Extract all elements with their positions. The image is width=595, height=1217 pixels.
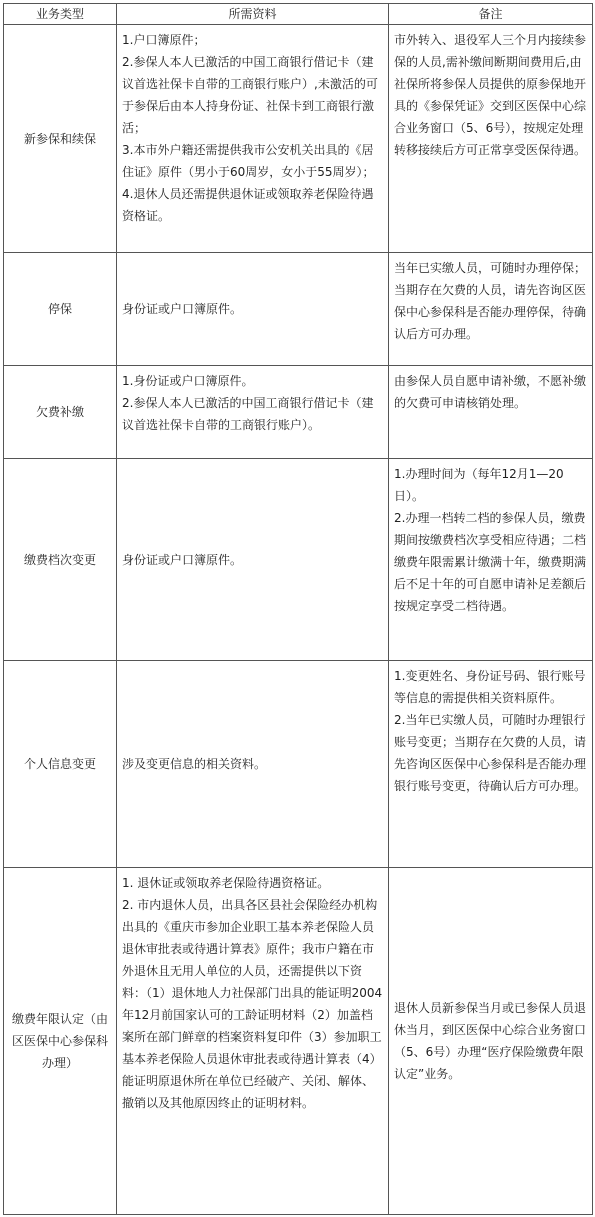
- note-item: 当年已实缴人员，可随时办理停保；当期存在欠费的人员，请先咨询区医保中心参保科是否能办理停保，待确认后方可办理。: [394, 261, 587, 341]
- note-item: 1.变更姓名、身份证号码、银行账号等信息的需提供相关资料原件。: [394, 669, 586, 705]
- row-business-type: 停保: [4, 253, 117, 366]
- row-materials: [117, 253, 389, 366]
- note-item: 市外转入、退役军人三个月内接续参保的人员,需补缴间断期间费用后,由社保所将参保人员提供的原参保地开具的《参保凭证》交到区医保中心综合业务窗口（5、6号），按规定处理转移接续后方可正常享受医保待遇。: [394, 33, 587, 157]
- row-notes: [389, 25, 593, 253]
- row-notes: [389, 868, 593, 1215]
- material-item: 身份证或户口簿原件。: [122, 302, 243, 316]
- table-row: [4, 661, 593, 868]
- note-item: 退休人员新参保当月或已参保人员退休当月，到区医保中心综合业务窗口（5、6号）办理“医疗保险缴费年限认定”业务。: [394, 1001, 587, 1081]
- note-item: 1.办理时间为（每年12月1—20日）。: [394, 467, 564, 503]
- material-item: 4.退休人员还需提供退休证或领取养老保险待遇资格证。: [122, 187, 374, 223]
- row-materials: [117, 459, 389, 661]
- table-row: [4, 253, 593, 366]
- table-row: [4, 459, 593, 661]
- row-notes: [389, 661, 593, 868]
- header-business-type: 业务类型: [4, 4, 117, 25]
- material-item: 1.户口簿原件；: [122, 33, 206, 47]
- row-business-type: 缴费档次变更: [4, 459, 117, 661]
- note-item: 由参保人员自愿申请补缴，不愿补缴的欠费可申请核销处理。: [394, 374, 587, 410]
- material-item: 2.参保人本人已激活的中国工商银行借记卡（建议首选社保卡自带的工商银行账户）,未激活的可于参保后由本人持身份证、社保卡到工商银行激活；: [122, 55, 378, 135]
- row-notes: [389, 366, 593, 459]
- material-item: 2.参保人本人已激活的中国工商银行借记卡（建议首选社保卡自带的工商银行账户）。: [122, 396, 374, 432]
- header-notes: 备注: [389, 4, 593, 25]
- table-header-row: [4, 4, 593, 25]
- material-item: 2. 市内退休人员，出具各区县社会保险经办机构出具的《重庆市参加企业职工基本养老保险人员退休审批表或待遇计算表》原件；我市户籍在市外退休且无用人单位的人员，还需提供以下资料：（1）退休地人力社保部门出具的能证明2004年12月前国家认可的工龄证明材料（2）加盖档案所在部门鲜章的档案资料复印件（3）参加职工基本养老保险人员退休审批表或待遇计算表（4）能证明原退休所在单位已经破产、关闭、解体、撤销以及其他原因终止的证明材料。: [122, 898, 383, 1110]
- row-notes: [389, 253, 593, 366]
- row-business-type: 新参保和续保: [4, 25, 117, 253]
- row-notes: [389, 459, 593, 661]
- row-materials: [117, 661, 389, 868]
- row-materials: [117, 366, 389, 459]
- material-item: 3.本市外户籍还需提供我市公安机关出具的《居住证》原件（男小于60周岁，女小于55周岁）；: [122, 143, 375, 179]
- row-business-type: 缴费年限认定（由区医保中心参保科办理）: [4, 868, 117, 1215]
- header-required-materials: 所需资料: [117, 4, 389, 25]
- material-item: 涉及变更信息的相关资料。: [122, 757, 267, 771]
- business-materials-table: [3, 3, 593, 1215]
- row-materials: [117, 25, 389, 253]
- row-materials: [117, 868, 389, 1215]
- note-item: 2.办理一档转二档的参保人员，缴费期间按缴费档次享受相应待遇；二档缴费年限需累计缴满十年，缴费期满后不足十年的可自愿申请补足差额后按规定享受二档待遇。: [394, 511, 587, 613]
- material-item: 身份证或户口簿原件。: [122, 552, 243, 567]
- table-row: [4, 868, 593, 1215]
- row-business-type: 个人信息变更: [4, 661, 117, 868]
- material-item: 1. 退休证或领取养老保险待遇资格证。: [122, 876, 330, 890]
- material-item: 1.身份证或户口簿原件。: [122, 374, 254, 388]
- note-item: 2.当年已实缴人员，可随时办理银行账号变更；当期存在欠费的人员，请先咨询区医保中心参保科是否能办理银行账号变更，待确认后方可办理。: [394, 713, 587, 793]
- row-business-type: 欠费补缴: [4, 366, 117, 459]
- table-row: [4, 25, 593, 253]
- table-row: [4, 366, 593, 459]
